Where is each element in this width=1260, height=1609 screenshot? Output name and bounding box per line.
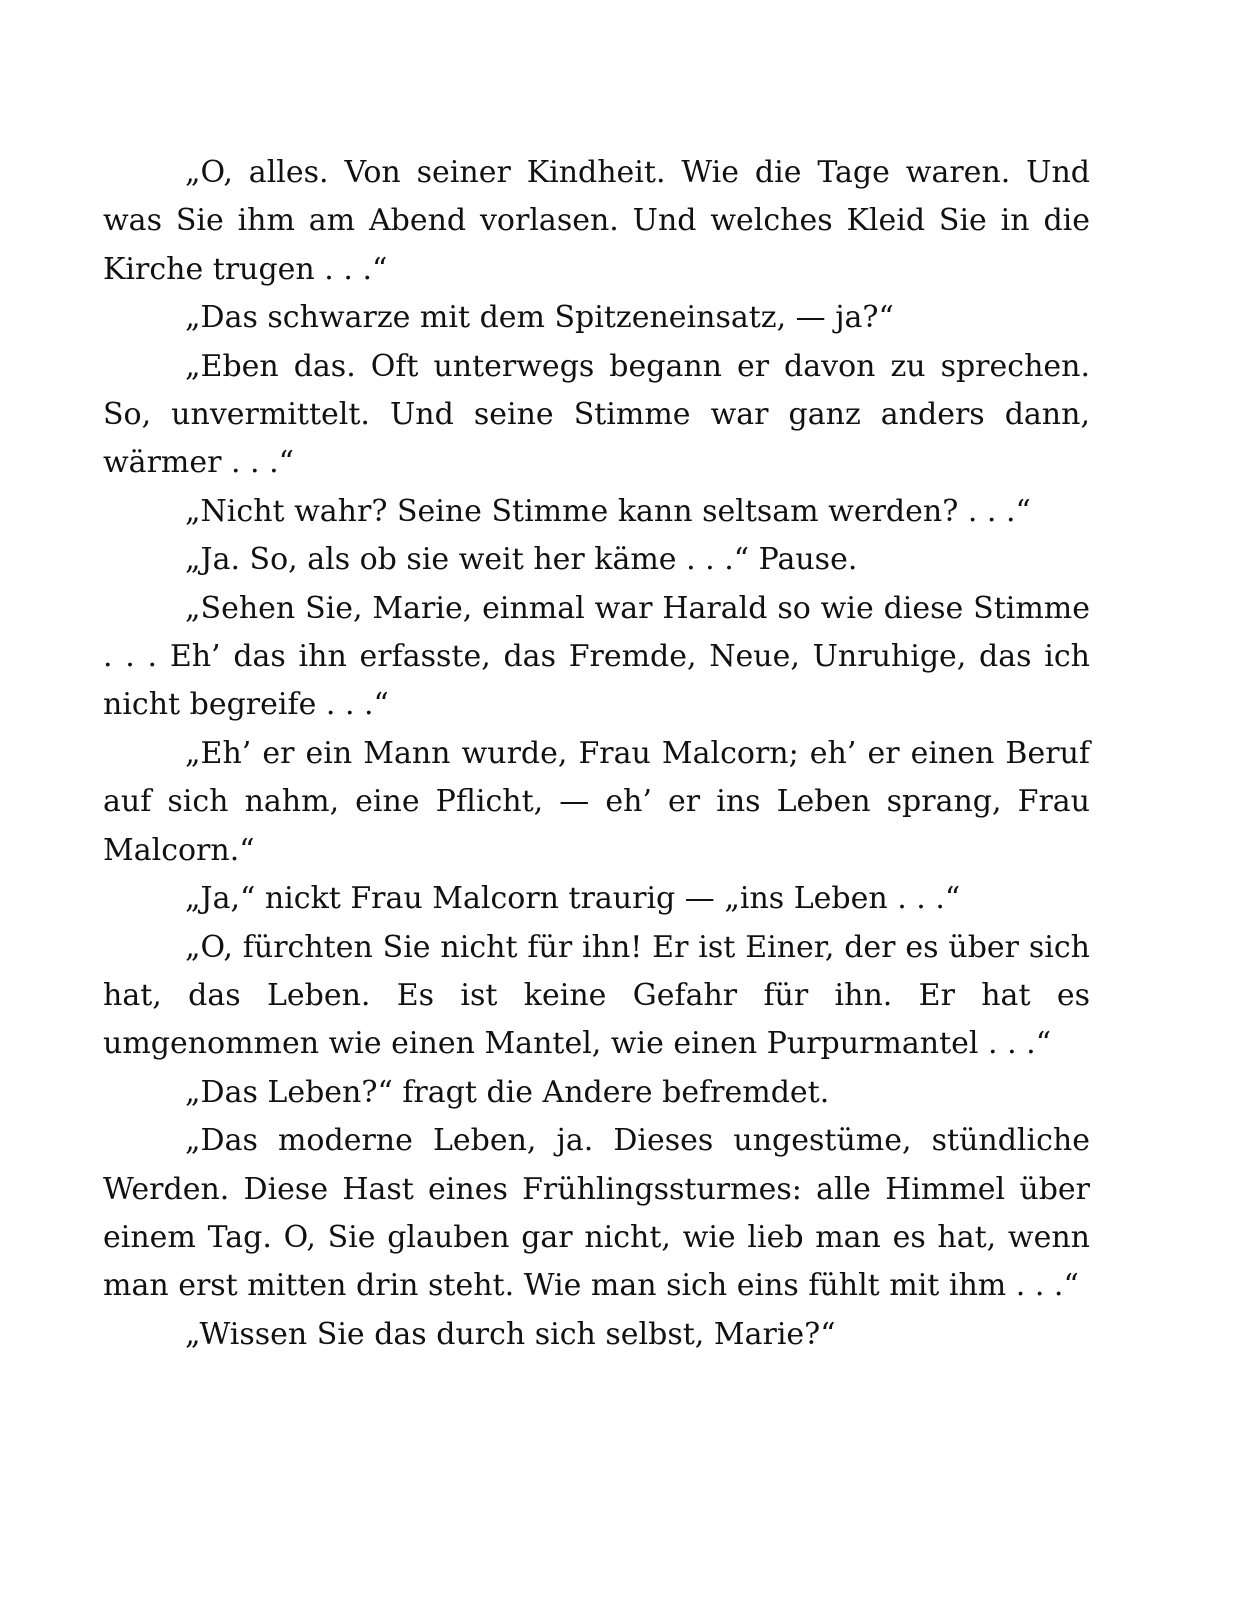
body-text xyxy=(103,149,1090,1359)
paragraph: „O, fürchten Sie nicht für ihn! Er ist Einer, der es über sich hat, das Leben. Es ist keine Gefahr für ihn. Er hat es umgenommen wie einen Mantel, wie einen Purpurmantel . . .“ xyxy=(103,929,1090,1062)
paragraph: „Eben das. Oft unterwegs begann er davon zu sprechen. So, unvermittelt. Und seine Stimme war ganz anders dann, wärmer . . .“ xyxy=(103,348,1090,481)
paragraph: „Das Leben?“ fragt die Andere befremdet. xyxy=(185,1074,830,1110)
paragraph: „Sehen Sie, Marie, einmal war Harald so wie diese Stimme . . . Eh’ das ihn erfasste, das Fremde, Neue, Unruhige, das ich nicht begreife . . .“ xyxy=(103,590,1090,723)
paragraph: „Eh’ er ein Mann wurde, Frau Malcorn; eh’ er einen Beruf auf sich nahm, eine Pflicht, — eh’ er ins Leben sprang, Frau Malcorn.“ xyxy=(103,735,1090,868)
paragraph: „Das schwarze mit dem Spitzeneinsatz, — ja?“ xyxy=(185,300,894,336)
paragraph: „Nicht wahr? Seine Stimme kann seltsam werden? . . .“ xyxy=(185,493,1031,529)
paragraph: „Ja. So, als ob sie weit her käme . . .“ Pause. xyxy=(185,542,858,578)
paragraph: „Wissen Sie das durch sich selbst, Marie?“ xyxy=(185,1316,836,1352)
paragraph: „O, alles. Von seiner Kindheit. Wie die Tage waren. Und was Sie ihm am Abend vorlasen. Und welches Kleid Sie in die Kirche trugen . . .“ xyxy=(103,155,1090,287)
paragraph: „Ja,“ nickt Frau Malcorn traurig — „ins Leben . . .“ xyxy=(185,881,961,917)
paragraph: „Das moderne Leben, ja. Dieses ungestüme, stündliche Werden. Diese Hast eines Frühlingssturmes: alle Himmel über einem Tag. O, Sie glauben gar nicht, wie lieb man es hat, wenn man erst mitten drin steht. Wie man sich eins fühlt mit ihm . . .“ xyxy=(103,1123,1090,1304)
